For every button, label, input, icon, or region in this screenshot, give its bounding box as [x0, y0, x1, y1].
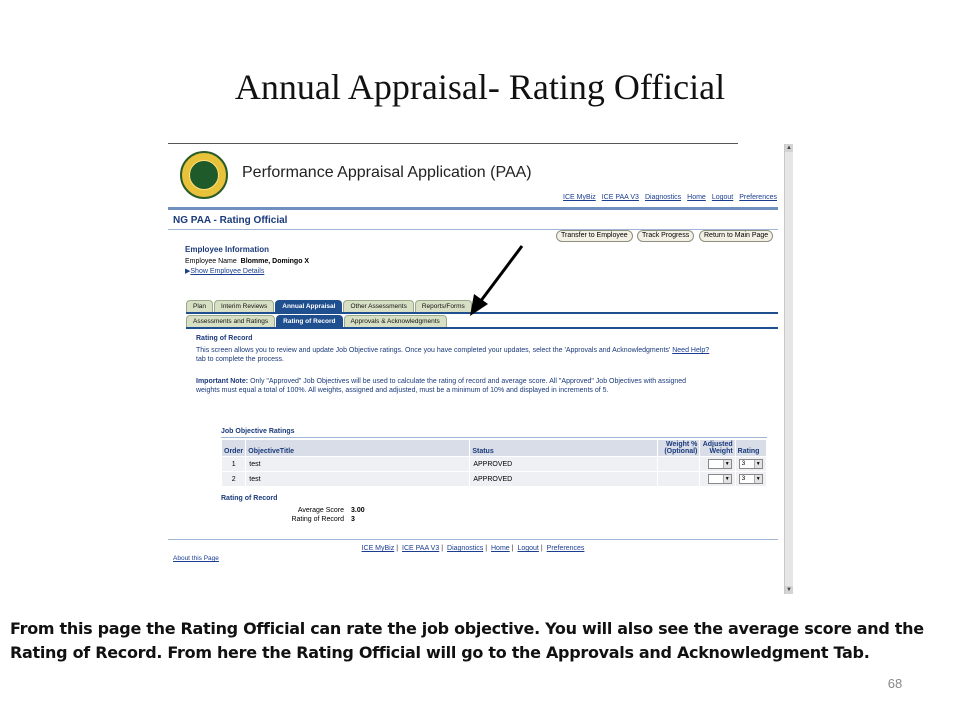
divider — [221, 437, 767, 438]
employee-name-label: Employee Name — [185, 258, 237, 265]
return-to-main-page-button[interactable]: Return to Main Page — [699, 230, 773, 242]
top-link-logout[interactable]: Logout — [711, 194, 734, 201]
tab-reports-forms[interactable]: Reports/Forms — [415, 300, 472, 312]
header-weight: Weight % (Optional) — [658, 440, 700, 457]
footer-link-diagnostics[interactable]: Diagnostics — [447, 545, 484, 552]
chevron-down-icon[interactable]: ▼ — [723, 475, 731, 483]
secondary-tabs — [186, 315, 448, 327]
footer-link-ice-paa[interactable]: ICE PAA V3 — [402, 545, 440, 552]
summary-title: Rating of Record — [221, 495, 278, 502]
chevron-down-icon[interactable]: ▼ — [754, 460, 762, 468]
expand-triangle-icon[interactable]: ▶ — [185, 268, 191, 275]
need-help-link[interactable]: Need Help? — [672, 347, 710, 354]
scroll-down-icon[interactable]: ▼ — [786, 587, 792, 593]
about-this-page-link[interactable]: About this Page — [173, 555, 219, 562]
cell-order: 2 — [222, 472, 246, 487]
cell-weight — [658, 472, 700, 487]
rating-of-record-label: Rating of Record — [291, 516, 344, 523]
cell-order: 1 — [222, 457, 246, 472]
tab-annual-appraisal[interactable]: Annual Appraisal — [275, 300, 342, 312]
header-rating: Rating — [735, 440, 766, 457]
top-link-diagnostics[interactable]: Diagnostics — [644, 194, 682, 201]
footer-link-preferences[interactable]: Preferences — [546, 545, 585, 552]
tab-interim-reviews[interactable]: Interim Reviews — [214, 300, 274, 312]
footer-link-ice-mybiz[interactable]: ICE MyBiz — [361, 545, 395, 552]
table-row — [222, 457, 767, 472]
cell-status: APPROVED — [470, 472, 658, 487]
header-rule — [168, 207, 778, 210]
adjusted-weight-select[interactable] — [708, 459, 732, 469]
cell-adjusted — [700, 457, 735, 472]
employee-name-value: Blomme, Domingo X — [240, 258, 310, 265]
tab-plan[interactable]: Plan — [186, 300, 213, 312]
footer-link-logout[interactable]: Logout — [517, 545, 539, 552]
job-objective-ratings-title: Job Objective Ratings — [221, 428, 295, 435]
app-title: Performance Appraisal Application (PAA) — [242, 164, 532, 181]
slide-caption: From this page the Rating Official can rate the job objective. You will also see the average score and the Rating of Record. From here the Rating Official will go to the Approvals and Acknowledgment Tab. — [10, 619, 924, 662]
tab-rule — [186, 327, 778, 329]
footer-link-home[interactable]: Home — [491, 545, 510, 552]
cell-rating — [735, 472, 766, 487]
rating-select[interactable]: 3 ▼ — [739, 459, 763, 469]
transfer-to-employee-button[interactable]: Transfer to Employee — [556, 230, 633, 242]
intro-text: This screen allows you to review and update Job Objective ratings. Once you have completed your updates, select the 'Approvals and Acknowledgments' Need Help? tab to complete the process. — [196, 347, 710, 363]
job-objective-table — [221, 439, 767, 487]
adjusted-weight-select[interactable] — [708, 474, 732, 484]
cell-weight — [658, 457, 700, 472]
chevron-down-icon[interactable]: ▼ — [754, 475, 762, 483]
cell-rating — [735, 457, 766, 472]
footer-nav: ICE MyBiz | ICE PAA V3 | Diagnostics | Home | Logout | Preferences — [361, 545, 585, 552]
scroll-up-icon[interactable]: ▲ — [786, 145, 792, 151]
rating-of-record-title: Rating of Record — [196, 335, 253, 342]
page-number: 68 — [887, 676, 903, 691]
slide-title: Annual Appraisal- Rating Official — [234, 67, 726, 107]
employee-info-title: Employee Information — [185, 245, 270, 254]
cell-objective: test — [246, 457, 470, 472]
average-score-value: 3.00 — [351, 507, 365, 514]
cell-objective: test — [246, 472, 470, 487]
top-link-ice-mybiz[interactable]: ICE MyBiz — [563, 194, 596, 201]
top-link-ice-paa[interactable]: ICE PAA V3 — [601, 194, 639, 201]
tab-rating-of-record[interactable]: Rating of Record — [276, 315, 342, 327]
divider — [168, 539, 778, 540]
top-nav — [563, 194, 777, 201]
divider — [168, 143, 738, 144]
header-adjusted: Adjusted Weight — [700, 440, 735, 457]
header-objective: ObjectiveTitle — [246, 440, 470, 457]
show-employee-details-link[interactable]: Show Employee Details — [190, 268, 265, 275]
average-score-label: Average Score — [297, 507, 344, 514]
rating-select[interactable]: 3 ▼ — [739, 474, 763, 484]
track-progress-button[interactable]: Track Progress — [637, 230, 694, 242]
show-details-row — [185, 267, 264, 275]
pointer-arrow-icon — [460, 240, 530, 320]
top-link-preferences[interactable]: Preferences — [739, 194, 777, 201]
header-order: Order — [222, 440, 246, 457]
primary-tabs — [186, 300, 473, 312]
chevron-down-icon[interactable]: ▼ — [723, 460, 731, 468]
page-heading: NG PAA - Rating Official — [173, 215, 288, 226]
header-status: Status — [470, 440, 658, 457]
cell-adjusted — [700, 472, 735, 487]
table-row — [222, 472, 767, 487]
rating-of-record-value: 3 — [351, 516, 355, 523]
tab-other-assessments[interactable]: Other Assessments — [343, 300, 413, 312]
app-screenshot — [168, 143, 793, 595]
employee-name-row — [185, 258, 309, 265]
tab-assessments-and-ratings[interactable]: Assessments and Ratings — [186, 315, 275, 327]
important-note: Important Note: Only "Approved" Job Objectives will be used to calculate the rating of record and average score. All "Approved" Job Objectives with assigned weights must equal a total of 100%. All weights, assigned and adjusted, must be a minimum of 10% and displayed in increments of 5. — [196, 378, 687, 394]
national-guard-logo-icon — [180, 151, 228, 199]
cell-status: APPROVED — [470, 457, 658, 472]
important-note-label: Important Note: — [196, 378, 249, 385]
scrollbar[interactable] — [784, 144, 793, 594]
tab-approvals-acknowledgments[interactable]: Approvals & Acknowledgments — [344, 315, 447, 327]
top-link-home[interactable]: Home — [687, 194, 706, 201]
